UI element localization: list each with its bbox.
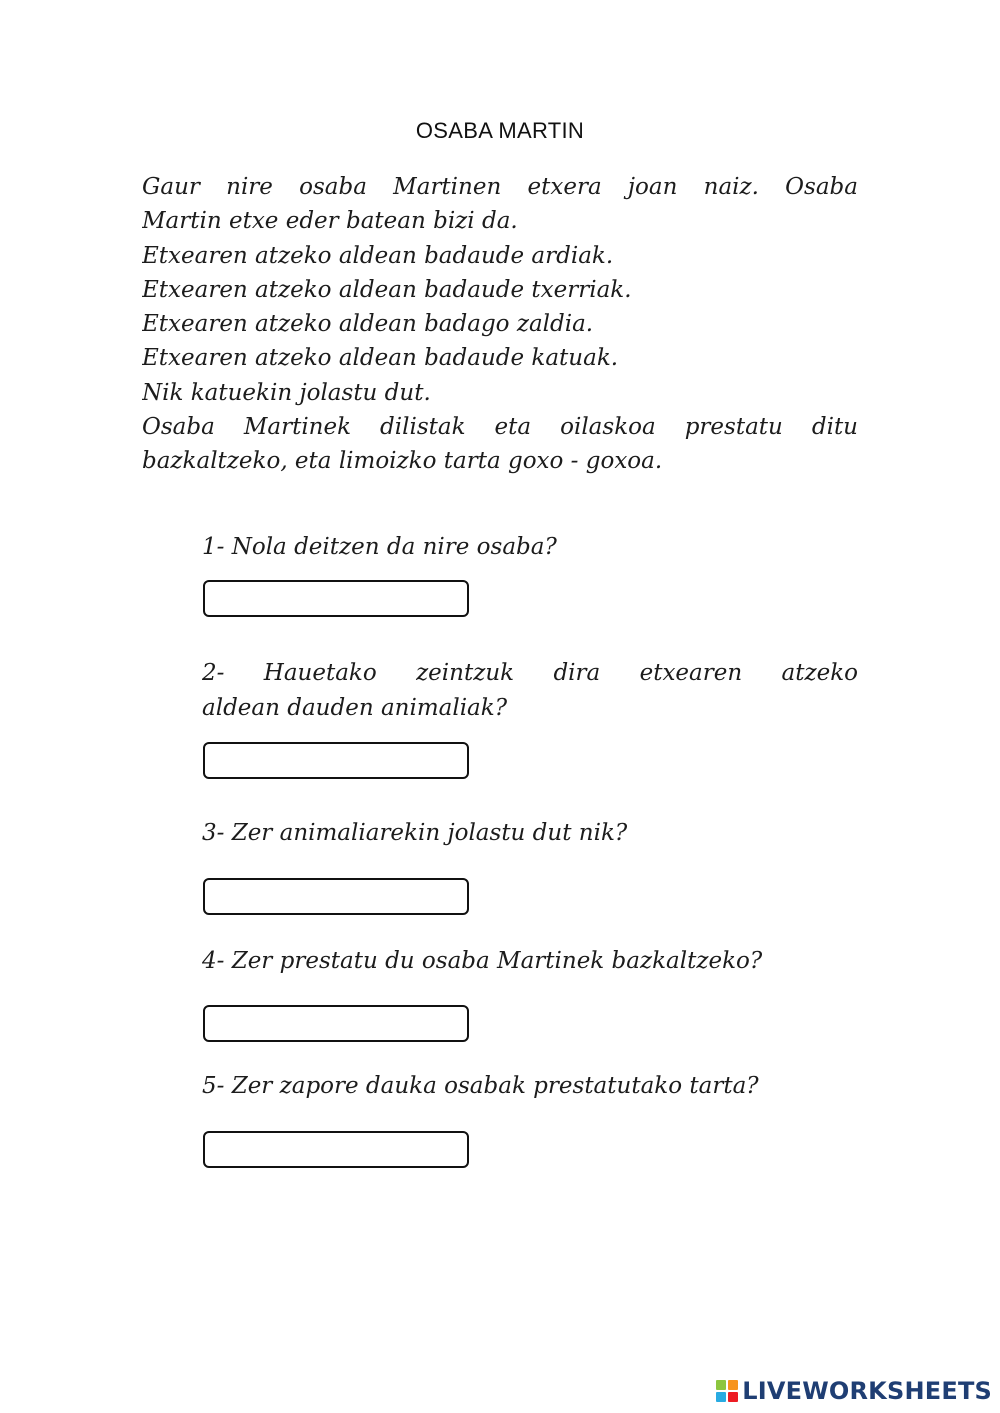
page-title: OSABA MARTIN (415, 118, 585, 143)
answer-input-3[interactable] (203, 878, 469, 915)
story-line: Nik katuekin jolastu dut. (142, 379, 431, 406)
story-line: bazkaltzeko, eta limoizko tarta goxo - goxoa. (142, 448, 663, 475)
question-3 (202, 816, 858, 851)
story-line: Etxearen atzeko aldean badaude katuak. (142, 345, 619, 372)
story-text (142, 170, 858, 479)
question-text: 2- Hauetako zeintzuk dira etxearen atzeko (202, 660, 858, 686)
brand-name: LIVEWORKSHEETS (742, 1377, 992, 1405)
answer-input-2[interactable] (203, 742, 469, 779)
liveworksheets-brand (716, 1377, 992, 1405)
logo-square (716, 1392, 726, 1402)
question-text: 3- Zer animaliarekin jolastu dut nik? (202, 820, 628, 846)
story-line: Etxearen atzeko aldean badago zaldia. (142, 311, 594, 338)
logo-square (716, 1380, 726, 1390)
question-4 (202, 944, 858, 979)
liveworksheets-logo-icon (716, 1380, 738, 1402)
question-text: aldean dauden animaliak? (202, 695, 508, 721)
answer-input-1[interactable] (203, 580, 469, 617)
story-line: Etxearen atzeko aldean badaude ardiak. (142, 242, 614, 269)
logo-square (728, 1392, 738, 1402)
story-line: Etxearen atzeko aldean badaude txerriak. (142, 276, 632, 303)
question-1 (202, 530, 858, 565)
question-text: 1- Nola deitzen da nire osaba? (202, 534, 557, 560)
answer-input-4[interactable] (203, 1005, 469, 1042)
question-5 (202, 1069, 858, 1104)
question-text: 4- Zer prestatu du osaba Martinek bazkaltzeko? (202, 948, 763, 974)
answer-input-5[interactable] (203, 1131, 469, 1168)
question-2 (202, 656, 858, 726)
story-line: Martin etxe eder batean bizi da. (142, 208, 518, 235)
story-line: Osaba Martinek dilistak eta oilaskoa prestatu ditu (142, 414, 858, 441)
question-text: 5- Zer zapore dauka osabak prestatutako tarta? (202, 1073, 759, 1099)
logo-square (728, 1380, 738, 1390)
story-line: Gaur nire osaba Martinen etxera joan naiz. Osaba (142, 174, 858, 200)
